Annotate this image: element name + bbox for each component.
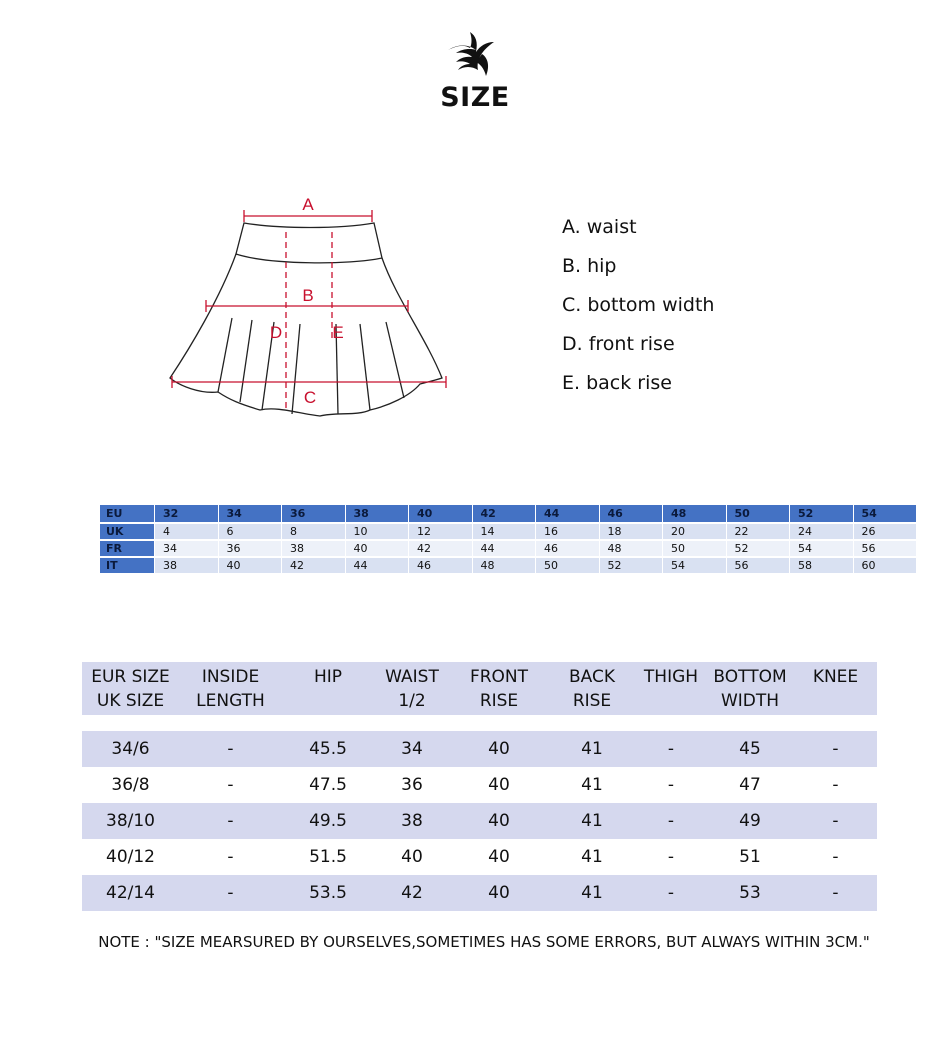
table-cell: 47.5	[309, 775, 347, 795]
table-cell: 36	[401, 775, 423, 795]
legend-item: B. hip	[562, 255, 617, 277]
table-cell: 40	[488, 847, 510, 867]
legend-item: D. front rise	[562, 333, 675, 355]
table-cell: -	[667, 739, 675, 759]
conversion-cell: 58	[790, 558, 853, 573]
table-cell: 40/12	[106, 847, 155, 867]
table-cell: 36/8	[111, 775, 150, 795]
table-cell: 41	[581, 883, 603, 903]
table-cell: 34	[401, 739, 423, 759]
table-cell: -	[832, 883, 839, 903]
table-cell: -	[832, 739, 839, 759]
conversion-row-uk	[100, 524, 916, 539]
size-conversion-table	[99, 503, 917, 575]
conversion-cell: 26	[854, 524, 917, 539]
header-cell: INSIDE LENGTH	[196, 667, 265, 711]
conversion-cell: 38	[346, 505, 409, 522]
conversion-row-label: UK	[100, 524, 154, 539]
header-cell: KNEE	[812, 667, 859, 687]
table-cell: 38	[401, 811, 423, 831]
label-b: B	[302, 286, 314, 305]
conversion-row-fr	[100, 541, 916, 556]
conversion-cell: 38	[282, 541, 345, 556]
table-cell: -	[227, 739, 234, 759]
conversion-cell: 54	[663, 558, 726, 573]
table-cell: -	[832, 775, 839, 795]
header-cell: EUR SIZE UK SIZE	[91, 667, 170, 711]
header-cell: HIP	[313, 667, 343, 687]
table-cell: 34/6	[111, 739, 150, 759]
conversion-cell: 44	[346, 558, 409, 573]
table-cell: 41	[581, 775, 603, 795]
skirt-diagram	[160, 188, 460, 428]
table-cell: -	[227, 775, 234, 795]
header-cell: THIGH	[643, 667, 699, 687]
header-cell: BACK RISE	[568, 667, 615, 711]
conversion-cell: 44	[473, 541, 536, 556]
table-cell: -	[832, 847, 839, 867]
table-cell: 40	[488, 739, 510, 759]
table-cell: 42/14	[106, 883, 155, 903]
conversion-cell: 46	[536, 541, 599, 556]
conversion-cell: 60	[854, 558, 917, 573]
conversion-cell: 14	[473, 524, 536, 539]
table-cell: -	[832, 811, 839, 831]
table-cell: -	[227, 883, 234, 903]
conversion-cell: 54	[790, 541, 853, 556]
conversion-cell: 24	[790, 524, 853, 539]
conversion-cell: 40	[409, 505, 472, 522]
table-cell: -	[227, 811, 234, 831]
table-cell: 40	[488, 883, 510, 903]
table-cell: 41	[581, 811, 603, 831]
table-cell: 40	[488, 811, 510, 831]
conversion-cell: 8	[282, 524, 345, 539]
table-row	[82, 875, 877, 911]
table-row	[82, 767, 877, 803]
table-cell: 49.5	[309, 811, 347, 831]
conversion-cell: 34	[219, 505, 282, 522]
header-cell: FRONT RISE	[469, 667, 529, 711]
conversion-cell: 12	[409, 524, 472, 539]
conversion-cell: 34	[155, 541, 218, 556]
conversion-cell: 48	[600, 541, 663, 556]
conversion-cell: 52	[790, 505, 853, 522]
conversion-cell: 22	[727, 524, 790, 539]
conversion-cell: 16	[536, 524, 599, 539]
table-cell: -	[667, 847, 675, 867]
conversion-cell: 46	[409, 558, 472, 573]
conversion-cell: 32	[155, 505, 218, 522]
label-a: A	[302, 195, 314, 214]
measurement-table-header	[82, 662, 877, 715]
conversion-cell: 50	[727, 505, 790, 522]
header-cell: BOTTOM WIDTH	[713, 667, 787, 711]
label-d: D	[269, 323, 283, 342]
conversion-cell: 54	[854, 505, 917, 522]
table-cell: 40	[488, 775, 510, 795]
table-cell: 41	[581, 739, 603, 759]
bird-logo-icon	[446, 30, 496, 78]
conversion-cell: 48	[473, 558, 536, 573]
conversion-cell: 36	[282, 505, 345, 522]
conversion-cell: 40	[346, 541, 409, 556]
table-cell: 51.5	[309, 847, 347, 867]
table-cell: 49	[739, 811, 761, 831]
table-cell: 45.5	[309, 739, 347, 759]
legend-item: E. back rise	[562, 372, 672, 394]
conversion-row-label: IT	[100, 558, 154, 573]
table-cell: -	[667, 775, 675, 795]
disclaimer-note: NOTE : "SIZE MEARSURED BY OURSELVES,SOMETIMES HAS SOME ERRORS, BUT ALWAYS WITHIN 3CM."	[98, 933, 870, 951]
table-cell: 53	[739, 883, 761, 903]
conversion-row-eu	[100, 505, 916, 522]
conversion-cell: 52	[727, 541, 790, 556]
table-cell: 38/10	[106, 811, 155, 831]
conversion-cell: 38	[155, 558, 218, 573]
conversion-cell: 46	[600, 505, 663, 522]
conversion-cell: 40	[219, 558, 282, 573]
conversion-cell: 18	[600, 524, 663, 539]
conversion-cell: 42	[409, 541, 472, 556]
table-cell: 42	[401, 883, 423, 903]
legend-item: C. bottom width	[562, 294, 715, 316]
conversion-cell: 56	[854, 541, 917, 556]
table-cell: 51	[739, 847, 761, 867]
conversion-cell: 50	[663, 541, 726, 556]
measurement-lines	[172, 210, 446, 412]
conversion-cell: 42	[282, 558, 345, 573]
label-c: C	[303, 388, 317, 407]
table-cell: -	[667, 883, 675, 903]
table-row	[82, 803, 877, 839]
legend-item: A. waist	[562, 216, 637, 238]
conversion-cell: 56	[727, 558, 790, 573]
conversion-cell: 10	[346, 524, 409, 539]
table-cell: 41	[581, 847, 603, 867]
table-cell: -	[667, 811, 675, 831]
conversion-cell: 52	[600, 558, 663, 573]
page-title: SIZE	[440, 82, 510, 113]
conversion-cell: 42	[473, 505, 536, 522]
conversion-cell: 20	[663, 524, 726, 539]
table-cell: 45	[739, 739, 761, 759]
table-cell: 47	[739, 775, 761, 795]
table-row	[82, 839, 877, 875]
table-cell: 53.5	[309, 883, 347, 903]
conversion-cell: 50	[536, 558, 599, 573]
table-cell: 40	[401, 847, 423, 867]
measurement-legend	[562, 212, 714, 407]
conversion-cell: 6	[219, 524, 282, 539]
table-row	[82, 731, 877, 767]
conversion-cell: 4	[155, 524, 218, 539]
conversion-row-label: FR	[100, 541, 154, 556]
conversion-cell: 36	[219, 541, 282, 556]
conversion-cell: 48	[663, 505, 726, 522]
header-cell: WAIST 1/2	[385, 667, 439, 711]
label-e: E	[332, 323, 344, 342]
conversion-row-label: EU	[100, 505, 154, 522]
table-cell: -	[227, 847, 234, 867]
conversion-cell: 44	[536, 505, 599, 522]
conversion-row-it	[100, 558, 916, 573]
